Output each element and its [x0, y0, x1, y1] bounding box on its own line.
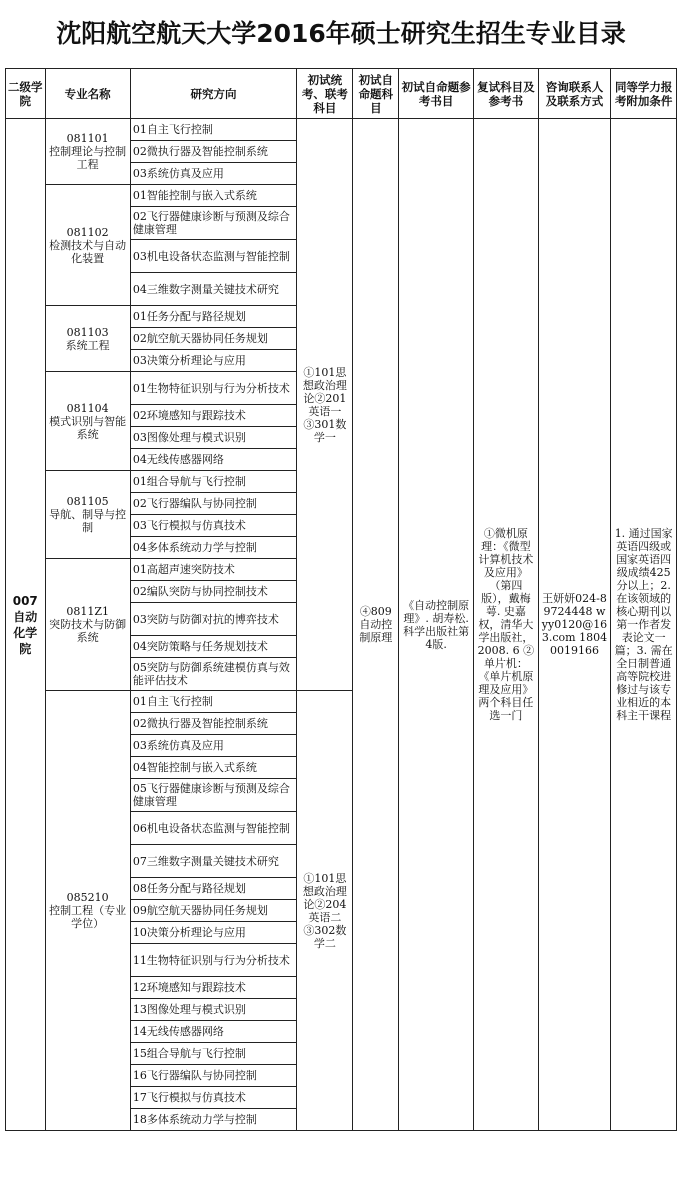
- direction-cell: 11生物特征识别与行为分析技术: [130, 944, 296, 977]
- major-name: 控制理论与控制工程: [49, 145, 127, 171]
- direction-cell: 03系统仿真及应用: [130, 163, 296, 185]
- major-name: 突防技术与防御系统: [49, 618, 127, 644]
- direction-cell: 10决策分析理论与应用: [130, 922, 296, 944]
- direction-cell: 02飞行器编队与协同控制: [130, 493, 296, 515]
- direction-cell: 01任务分配与路径规划: [130, 306, 296, 328]
- direction-cell: 04智能控制与嵌入式系统: [130, 757, 296, 779]
- header-direction: 研究方向: [130, 69, 296, 119]
- major-cell: [45, 471, 130, 559]
- direction-cell: 01组合导航与飞行控制: [130, 471, 296, 493]
- major-cell: [45, 372, 130, 471]
- direction-cell: 03突防与防御对抗的博弈技术: [130, 603, 296, 636]
- direction-cell: 15组合导航与飞行控制: [130, 1043, 296, 1065]
- header-equivalent: 同等学力报考附加条件: [611, 69, 677, 119]
- major-name: 导航、制导与控制: [49, 508, 127, 534]
- direction-cell: 01自主飞行控制: [130, 119, 296, 141]
- major-name: 控制工程（专业学位）: [49, 904, 127, 930]
- direction-cell: 03飞行模拟与仿真技术: [130, 515, 296, 537]
- major-code: 081101: [66, 132, 109, 145]
- direction-cell: 18多体系统动力学与控制: [130, 1109, 296, 1131]
- direction-cell: 01生物特征识别与行为分析技术: [130, 372, 296, 405]
- major-name: 模式识别与智能系统: [49, 414, 127, 441]
- header-major: 专业名称: [45, 69, 130, 119]
- ref-books-cell: 《自动控制原理》. 胡寿松. 科学出版社第4版.: [399, 119, 474, 1131]
- major-code: 081105: [66, 495, 109, 508]
- direction-cell: 04三维数字测量关键技术研究: [130, 273, 296, 306]
- page-title: 沈阳航空航天大学2016年硕士研究生招生专业目录: [56, 19, 626, 48]
- header-row: [6, 69, 677, 119]
- major-name: 检测技术与自动化装置: [49, 238, 127, 265]
- major-code: 085210: [66, 891, 109, 904]
- direction-cell: 03系统仿真及应用: [130, 735, 296, 757]
- header-retest: 复试科目及参考书: [474, 69, 538, 119]
- major-code: 081102: [66, 225, 109, 239]
- direction-cell: 02航空航天器协同任务规划: [130, 328, 296, 350]
- direction-cell: 08任务分配与路径规划: [130, 878, 296, 900]
- direction-cell: 14无线传感器网络: [130, 1021, 296, 1043]
- header-ref-books: 初试自命题参考书目: [399, 69, 474, 119]
- major-cell: [45, 185, 130, 306]
- direction-cell: 02微执行器及智能控制系统: [130, 141, 296, 163]
- major-code: 0811Z1: [66, 605, 109, 618]
- header-contact: 咨询联系人及联系方式: [538, 69, 611, 119]
- direction-cell: 04无线传感器网络: [130, 449, 296, 471]
- equivalent-cell: 1. 通过国家英语四级或国家英语四级成绩425分以上；2. 在该领域的核心期刊以第一作者发表论文一篇；3. 需在全日制普通高等院校进修过与该专业相近的本科主干课程: [611, 119, 677, 1131]
- direction-cell: 02环境感知与跟踪技术: [130, 405, 296, 427]
- direction-cell: 04突防策略与任务规划技术: [130, 636, 296, 658]
- major-cell: [45, 119, 130, 185]
- direction-cell: 01自主飞行控制: [130, 691, 296, 713]
- major-cell: [45, 559, 130, 691]
- direction-cell: 17飞行模拟与仿真技术: [130, 1087, 296, 1109]
- direction-cell: 05突防与防御系统建模仿真与效能评估技术: [130, 658, 296, 691]
- catalog-table: [5, 68, 677, 1131]
- direction-cell: 03机电设备状态监测与智能控制: [130, 240, 296, 273]
- exam-unified-academic: ①101思想政治理论②201英语一③301数学一: [297, 119, 353, 691]
- major-code: 081103: [66, 325, 109, 339]
- direction-cell: 06机电设备状态监测与智能控制: [130, 812, 296, 845]
- direction-cell: 03决策分析理论与应用: [130, 350, 296, 372]
- contact-cell: 王妍妍024-89724448 wyy0120@163.com 18040019166: [538, 119, 611, 1131]
- direction-cell: 02编队突防与协同控制技术: [130, 581, 296, 603]
- direction-cell: 12环境感知与跟踪技术: [130, 977, 296, 999]
- direction-cell: 16飞行器编队与协同控制: [130, 1065, 296, 1087]
- major-cell: [45, 691, 130, 1131]
- direction-cell: 05飞行器健康诊断与预测及综合健康管理: [130, 779, 296, 812]
- header-college: 二级学院: [6, 69, 46, 119]
- direction-cell: 02飞行器健康诊断与预测及综合健康管理: [130, 207, 296, 240]
- retest-cell: ①微机原理：《微型计算机技术及应用》（第四版），戴梅萼. 史嘉权，清华大学出版社，2008. 6 ②单片机：《单片机原理及应用》两个科目任选一门: [474, 119, 538, 1131]
- direction-cell: 04多体系统动力学与控制: [130, 537, 296, 559]
- header-exam-unified: 初试统考、联考科目: [297, 69, 353, 119]
- major-cell: [45, 306, 130, 372]
- major-code: 081104: [66, 401, 109, 415]
- table-row: [6, 119, 677, 141]
- college-cell: 007自动化学院: [6, 119, 46, 1131]
- direction-cell: 07三维数字测量关键技术研究: [130, 845, 296, 878]
- direction-cell: 09航空航天器协同任务规划: [130, 900, 296, 922]
- direction-cell: 02微执行器及智能控制系统: [130, 713, 296, 735]
- direction-cell: 13图像处理与模式识别: [130, 999, 296, 1021]
- exam-self-cell: ④809自动控制原理: [353, 119, 399, 1131]
- direction-cell: 01高超声速突防技术: [130, 559, 296, 581]
- header-exam-self: 初试自命题科目: [353, 69, 399, 119]
- major-name: 系统工程: [65, 338, 110, 352]
- exam-unified-professional: ①101思想政治理论②204英语二③302数学二: [297, 691, 353, 1131]
- direction-cell: 01智能控制与嵌入式系统: [130, 185, 296, 207]
- direction-cell: 03图像处理与模式识别: [130, 427, 296, 449]
